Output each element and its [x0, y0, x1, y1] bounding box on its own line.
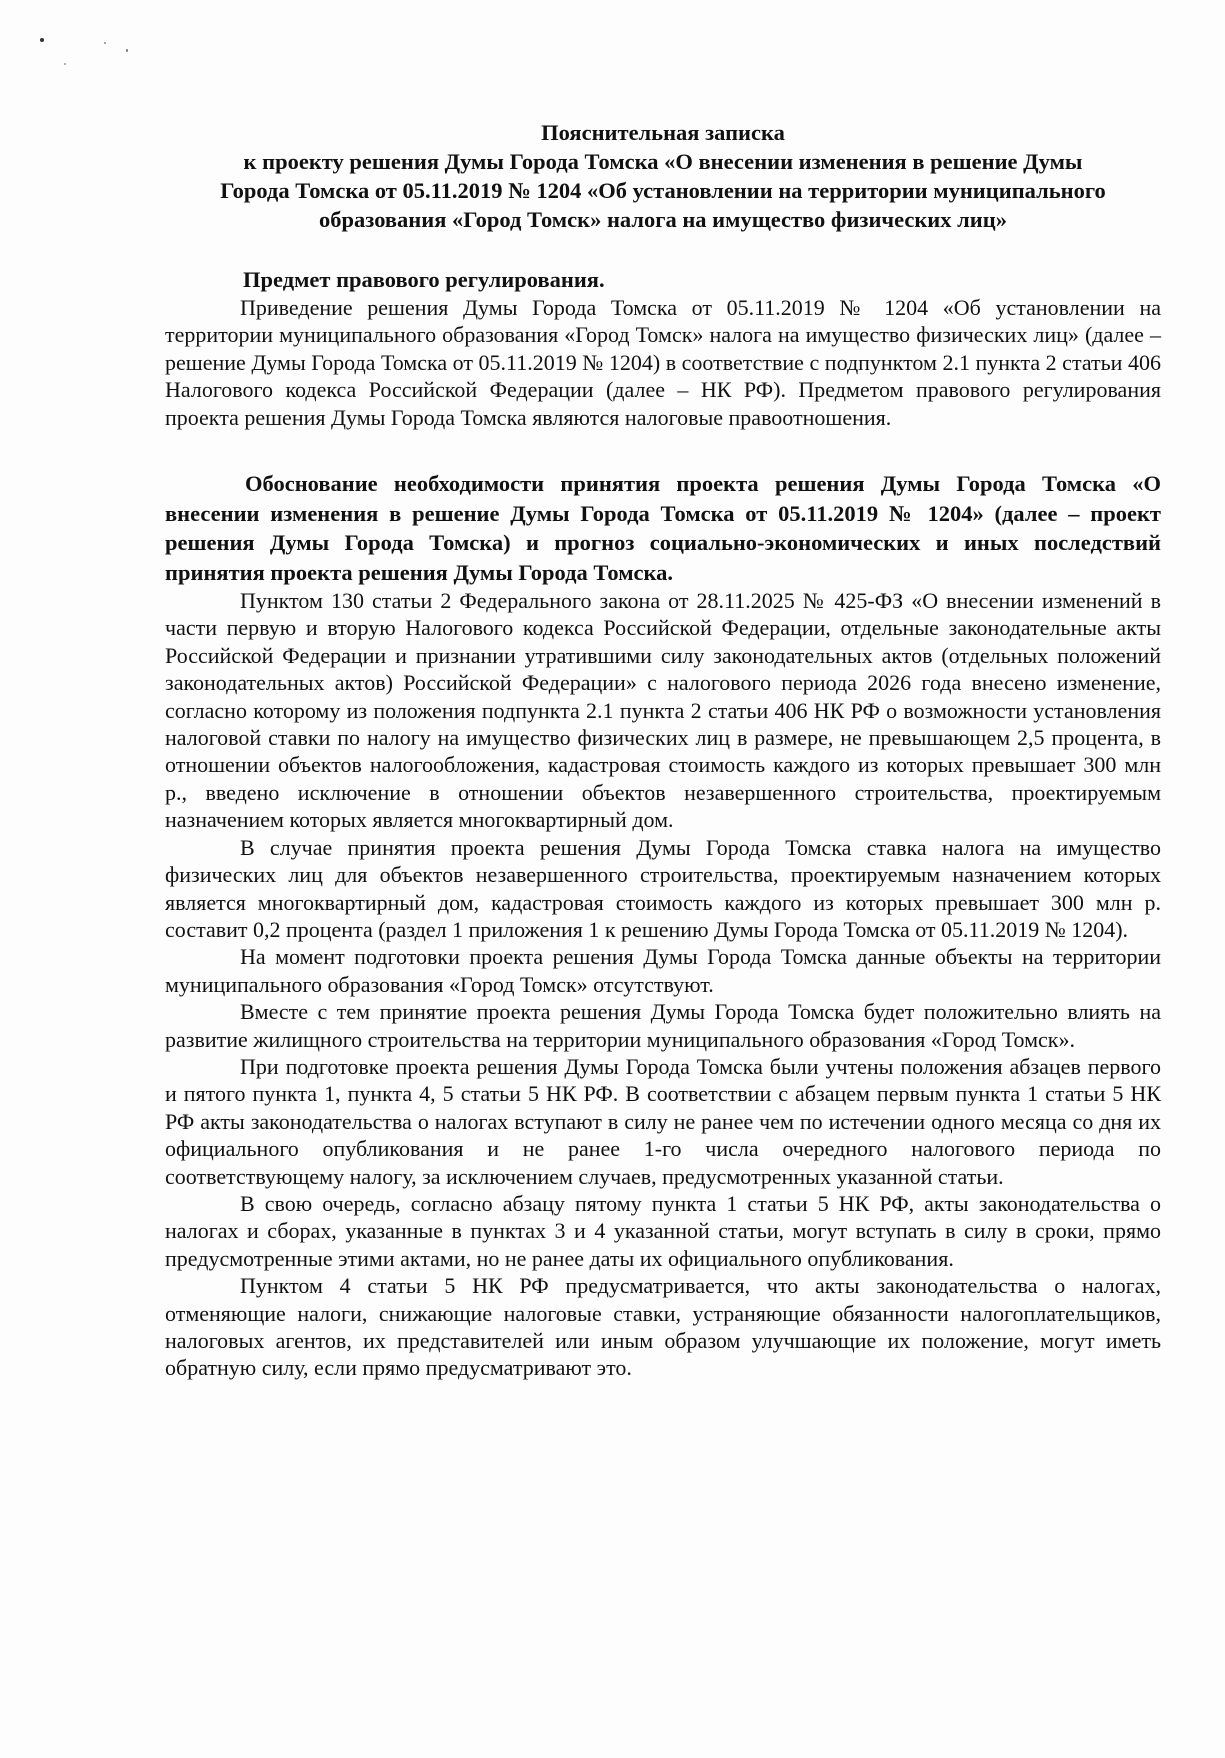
- paragraph: Вместе с тем принятие проекта решения Думы Города Томска будет положительно влиять на развитие жилищного строительства на территории муниципального образования «Город Томск».: [165, 999, 1161, 1052]
- paragraph-subject: Приведение решения Думы Города Томска от 05.11.2019 № 1204 «Об установлении на территории муниципального образования «Город Томск» налога на имущество физических лиц» (далее – решение Думы Города Томска от 05.11.2019 № 1204) в соответствие с подпунктом 2.1 пункта 2 статьи 406 Налогового кодекса Российской Федерации (далее – НК РФ). Предметом правового регулирования проекта решения Думы Города Томска являются налоговые правоотношения.: [165, 295, 1161, 430]
- title-line-1: Пояснительная записка: [541, 120, 785, 145]
- document-body: [165, 118, 1161, 1382]
- title-line-4: образования «Город Томск» налога на имущество физических лиц»: [319, 207, 1007, 232]
- paragraph: На момент подготовки проекта решения Думы Города Томска данные объекты на территории муниципального образования «Город Томск» отсутствуют.: [165, 944, 1161, 997]
- paragraph: Пунктом 130 статьи 2 Федерального закона от 28.11.2025 № 425-ФЗ «О внесении изменений в части первую и вторую Налогового кодекса Российской Федерации, отдельные законодательные акты Российской Федерации и признании утратившими силу законодательных актов (отдельных положений законодательных актов) Российской Федерации» с налогового периода 2026 года внесено изменение, согласно которому из положения подпункта 2.1 пункта 2 статьи 406 НК РФ о возможности установления налоговой ставки по налогу на имущество физических лиц в размере, не превышающем 2,5 процента, в отношении объектов налогообложения, кадастровая стоимость каждого из которых превышает 300 млн р., введено исключение в отношении объектов незавершенного строительства, проектируемым назначением которых является многоквартирный дом.: [165, 588, 1161, 833]
- paragraph: При подготовке проекта решения Думы Города Томска были учтены положения абзацев первого и пятого пункта 1, пункта 4, 5 статьи 5 НК РФ. В соответствии с абзацем первым пункта 1 статьи 5 НК РФ акты законодательства о налогах вступают в силу не ранее чем по истечении одного месяца со дня их официального опубликования и не ранее 1-го числа очередного налогового периода по соответствующему налогу, за исключением случаев, предусмотренных указанной статьи.: [165, 1053, 1161, 1189]
- title-line-2: к проекту решения Думы Города Томска «О внесении изменения в решение Думы: [243, 149, 1083, 174]
- paragraph: В свою очередь, согласно абзацу пятому пункта 1 статьи 5 НК РФ, акты законодательства о налогах и сборах, указанные в пунктах 3 и 4 указанной статьи, могут вступать в силу в сроки, прямо предусмотренные этими актами, но не ранее даты их официального опубликования.: [165, 1190, 1161, 1271]
- document-title: [165, 118, 1161, 234]
- paragraph: В случае принятия проекта решения Думы Города Томска ставка налога на имущество физических лиц для объектов незавершенного строительства, проектируемым назначением которых является многоквартирный дом, кадастровая стоимость каждого из которых превышает 300 млн р. составит 0,2 процента (раздел 1 приложения 1 к решению Думы Города Томска от 05.11.2019 № 1204).: [165, 834, 1161, 942]
- section-heading-subject: Предмет правового регулирования.: [243, 267, 605, 292]
- title-line-3: Города Томска от 05.11.2019 № 1204 «Об установлении на территории муниципального: [220, 178, 1106, 203]
- section-heading-justification: Обоснование необходимости принятия проекта решения Думы Города Томска «О внесении изменения в решение Думы Города Томска от 05.11.2019 № 1204» (далее – проект решения Думы Города Томска) и прогноз социально-экономических и иных последствий принятия проекта решения Думы Города Томска.: [165, 471, 1161, 585]
- paragraph: Пунктом 4 статьи 5 НК РФ предусматривается, что акты законодательства о налогах, отменяющие налоги, снижающие налоговые ставки, устраняющие обязанности налогоплательщиков, налоговых агентов, их представителей или иным образом улучшающие их положение, могут иметь обратную силу, если прямо предусматривают это.: [165, 1273, 1161, 1381]
